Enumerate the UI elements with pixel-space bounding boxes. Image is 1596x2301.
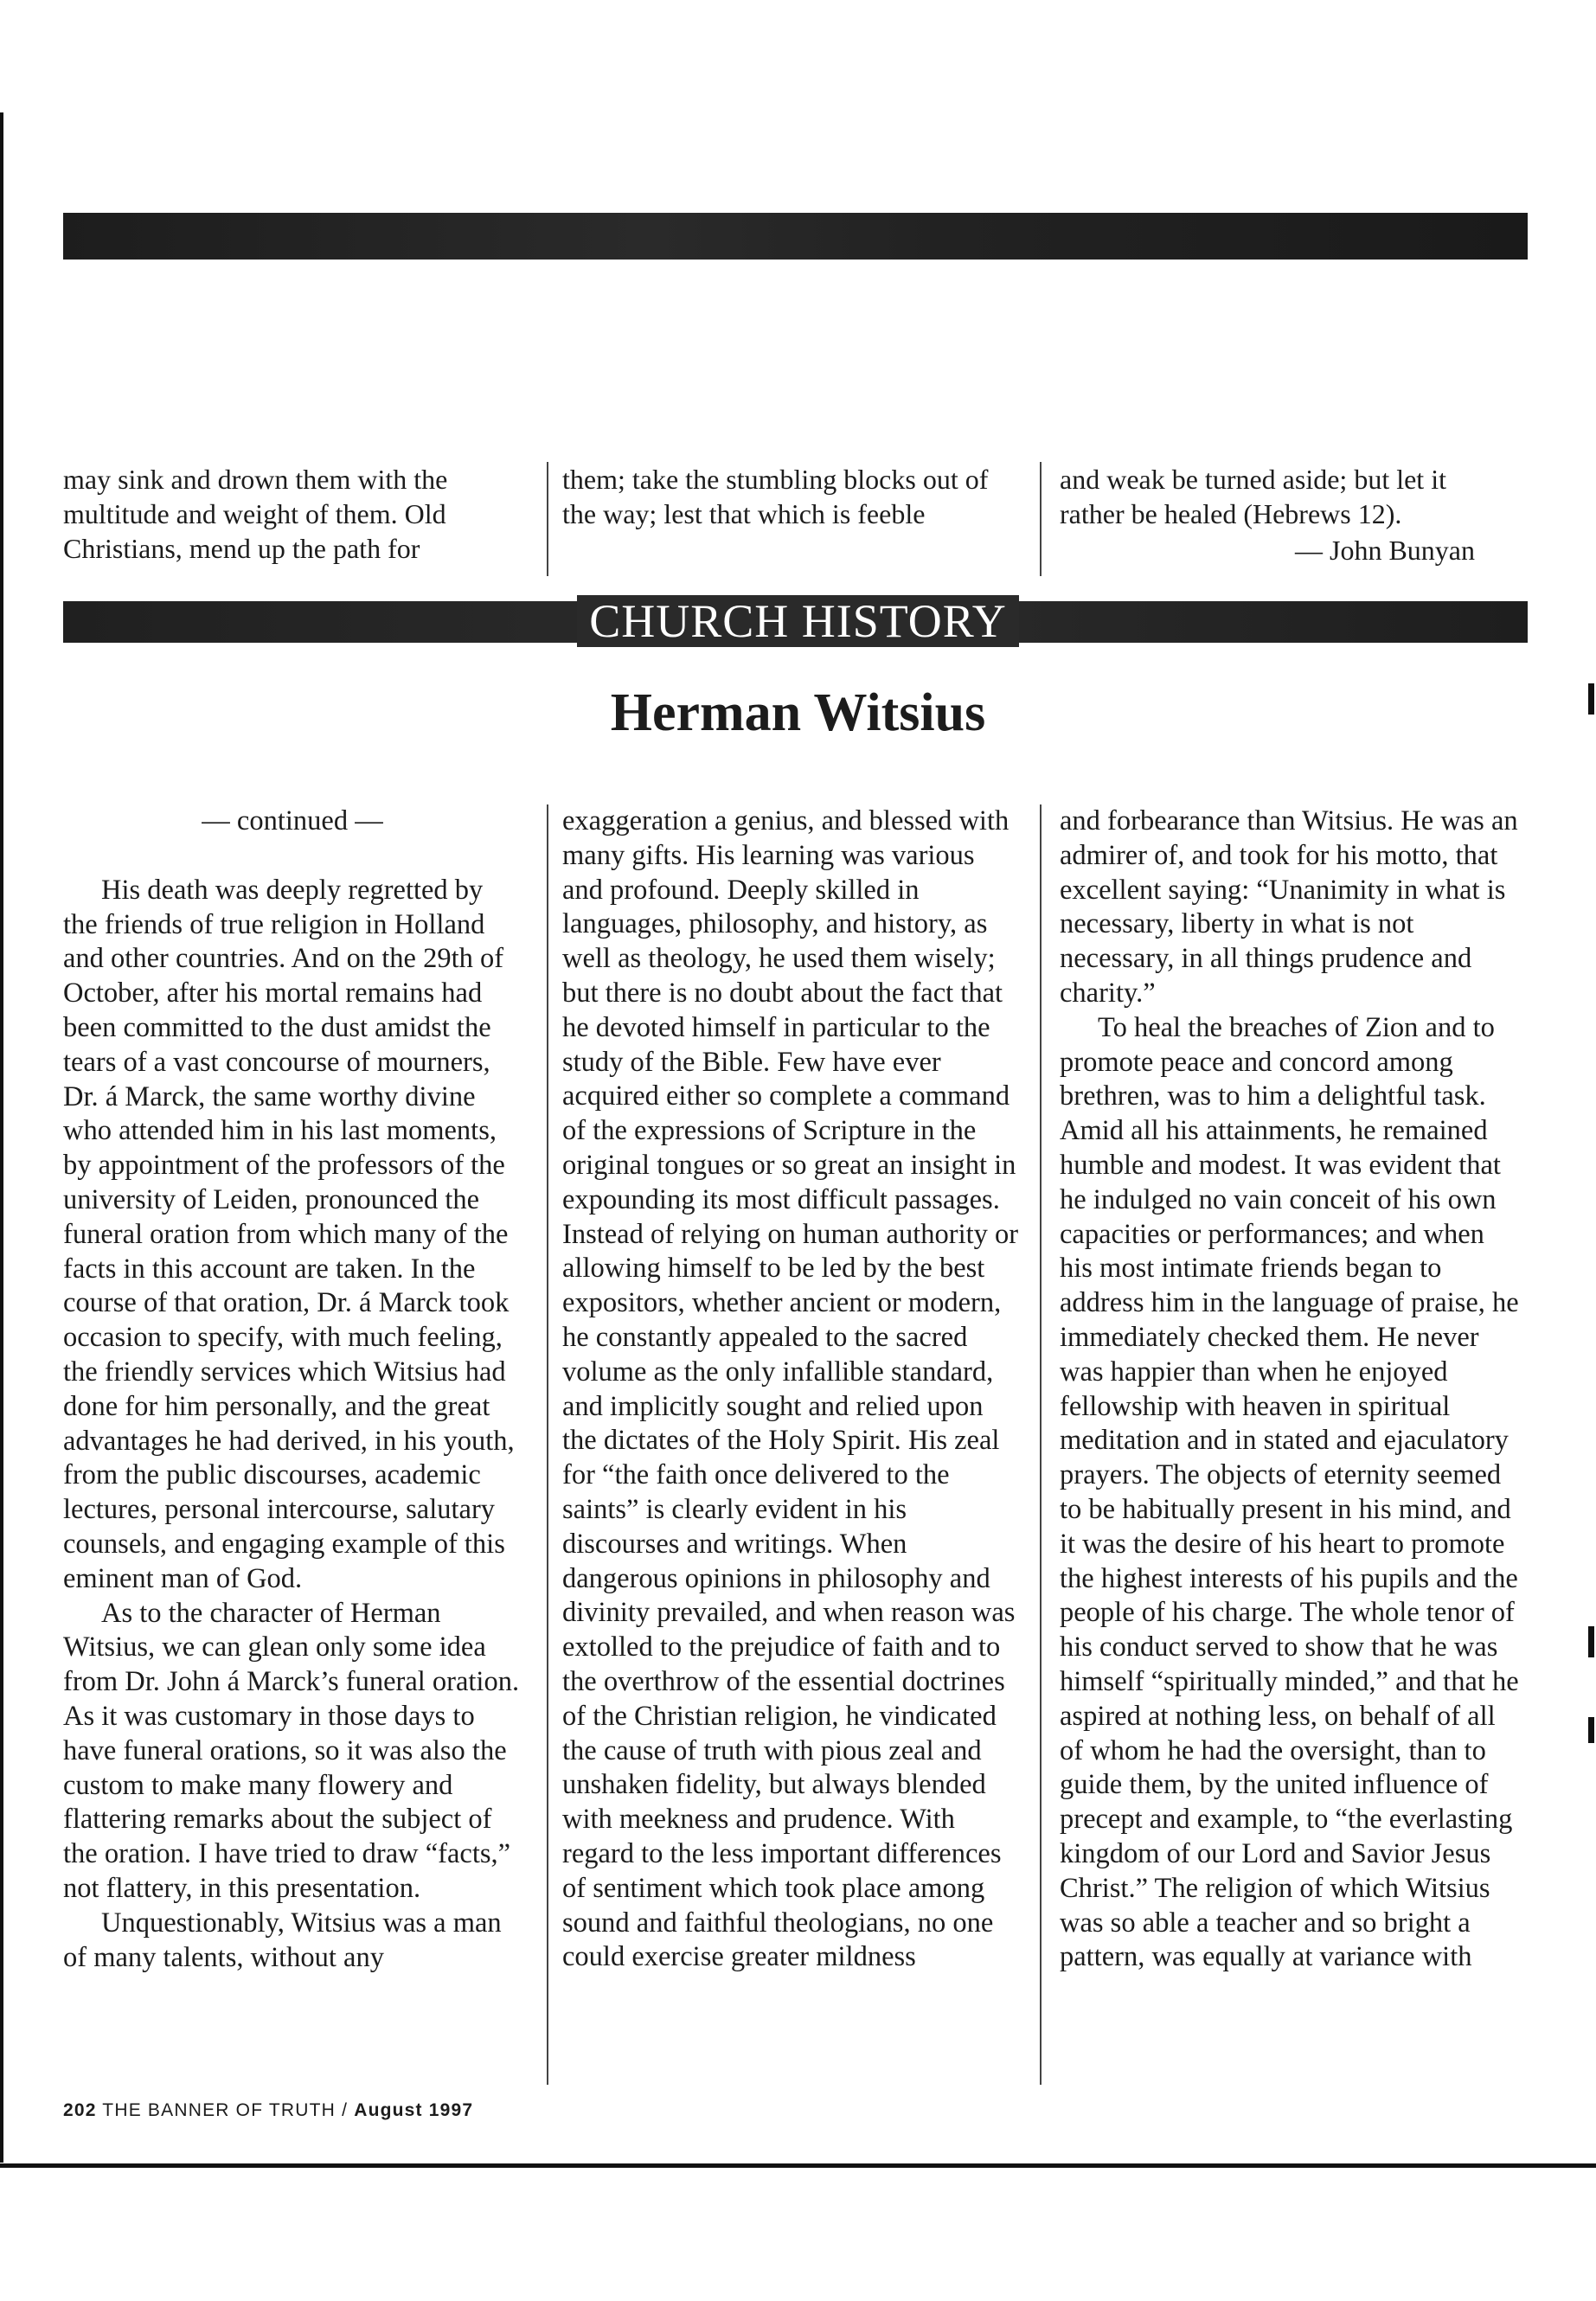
bottom-page-edge [0,2163,1596,2168]
article-paragraph: As to the character of Herman Witsius, we can glean only some idea from Dr. John á Marck’s funeral oration. As it was customary in those days to have funeral orations, so it was also the custom to make many flowery and flattering remarks about the subject of the oration. I have tried to draw “facts,” not flattery, in this presentation. [63,1597,520,1904]
page-footer [63,2100,473,2121]
article-column-2 [562,804,1021,1975]
article-paragraph: To heal the breaches of Zion and to promote peace and concord among brethren, was to him a delightful task. Amid all his attainments, he remained humble and modest. It was evident that he indulged no vain conceit of his own capacities or performances; and when his most intimate friends began to address him in the language of praise, he immediately checked them. He never was happier than when he enjoyed fellowship with heaven in spiritual meditation and in stated and ejaculatory prayers. The objects of eternity seemed to be habitually present in his mind, and it was the desire of his heart to promote the highest interests of his pupils and the people of his charge. The whole tenor of his conduct served to show that he was himself “spiritually minded,” and that he aspired at nothing less, on behalf of all of whom he had the oversight, than to guide them, by the united influence of precept and example, to “the everlasting kingdom of our Lord and Savior Jesus Christ.” The religion of which Witsius was so able a teacher and so bright a pattern, was equally at variance with [1060,1011,1519,1973]
section-title-text: CHURCH HISTORY [577,595,1019,647]
margin-mark [1588,683,1594,715]
issue-date: August 1997 [354,2100,474,2120]
left-page-edge [0,112,3,2163]
article-paragraph: and forbearance than Witsius. He was an admirer of, and took for his motto, that excellent saying: “Unanimity in what is necessary, liberty in what is not necessary, in all things prudence and charity.” [1060,805,1518,1009]
quote-column-divider [1040,462,1042,576]
header-bar [63,213,1528,260]
quote-column-3: and weak be turned aside; but let it rather be healed (Hebrews 12). [1060,464,1446,529]
article-paragraph: exaggeration a genius, and blessed with many gifts. His learning was various and profound. Deeply skilled in languages, philosophy, and history, as well as theology, he used them wisely; but there is no doubt about the fact that he devoted himself in particular to the study of the Bible. Few have ever acquired either so complete a command of the expressions of Scripture in the original tongues or so great an insight in expounding its most difficult passages. Instead of relying on human authority or allowing himself to be led by the best expositors, whether ancient or modern, he constantly appealed to the sacred volume as the only infallible standard, and implicitly sought and relied upon the dictates of the Holy Spirit. His zeal for “the faith once delivered to the saints” is clearly evident in his discourses and writings. When dangerous opinions in philosophy and divinity prevailed, and when reason was extolled to the prejudice of faith and to the overthrow of the essential doctrines of the Christian religion, he vindicated the cause of truth with pious zeal and unshaken fidelity, but always blended with meekness and prudence. With regard to the less important differences of sentiment which took place among sound and faithful theologians, no one could exercise greater mildness [562,805,1019,1973]
continued-label: — continued — [202,805,383,836]
article-title: Herman Witsius [610,683,986,742]
article-column-divider [547,804,548,2085]
publication-name: THE BANNER OF TRUTH [102,2100,337,2120]
article-column-1 [63,804,522,1975]
quote-column-1: may sink and drown them with the multitude and weight of them. Old Christians, mend up the path for [63,464,448,564]
section-title [0,591,1596,651]
article-paragraph: Unquestionably, Witsius was a man of many talents, without any [63,1907,502,1973]
article-paragraph: His death was deeply regretted by the friends of true religion in Holland and other countries. And on the 29th of October, after his mortal remains had been committed to the dust amidst the tears of a vast concourse of mourners, Dr. á Marck, the same worthy divine who attended him in his last moments, by appointment of the professors of the university of Leiden, pronounced the funeral oration from which many of the facts in this account are taken. In the course of that oration, Dr. á Marck took occasion to specify, with much feeling, the friendly services which Witsius had done for him personally, and the great advantages he had derived, in his youth, from the public discourses, academic lectures, personal intercourse, salutary counsels, and engaging example of this eminent man of God. [63,874,515,1594]
quote-column-divider [547,462,548,576]
margin-mark [1588,1626,1594,1657]
article-column-3 [1060,804,1522,1975]
margin-mark [1588,1717,1594,1743]
quote-column-2: them; take the stumbling blocks out of the way; lest that which is feeble [562,464,989,529]
quote-attribution: — John Bunyan [1295,535,1475,566]
footer-separator: / [342,2100,349,2120]
article-column-divider [1040,804,1042,2085]
page-number: 202 [63,2100,97,2120]
